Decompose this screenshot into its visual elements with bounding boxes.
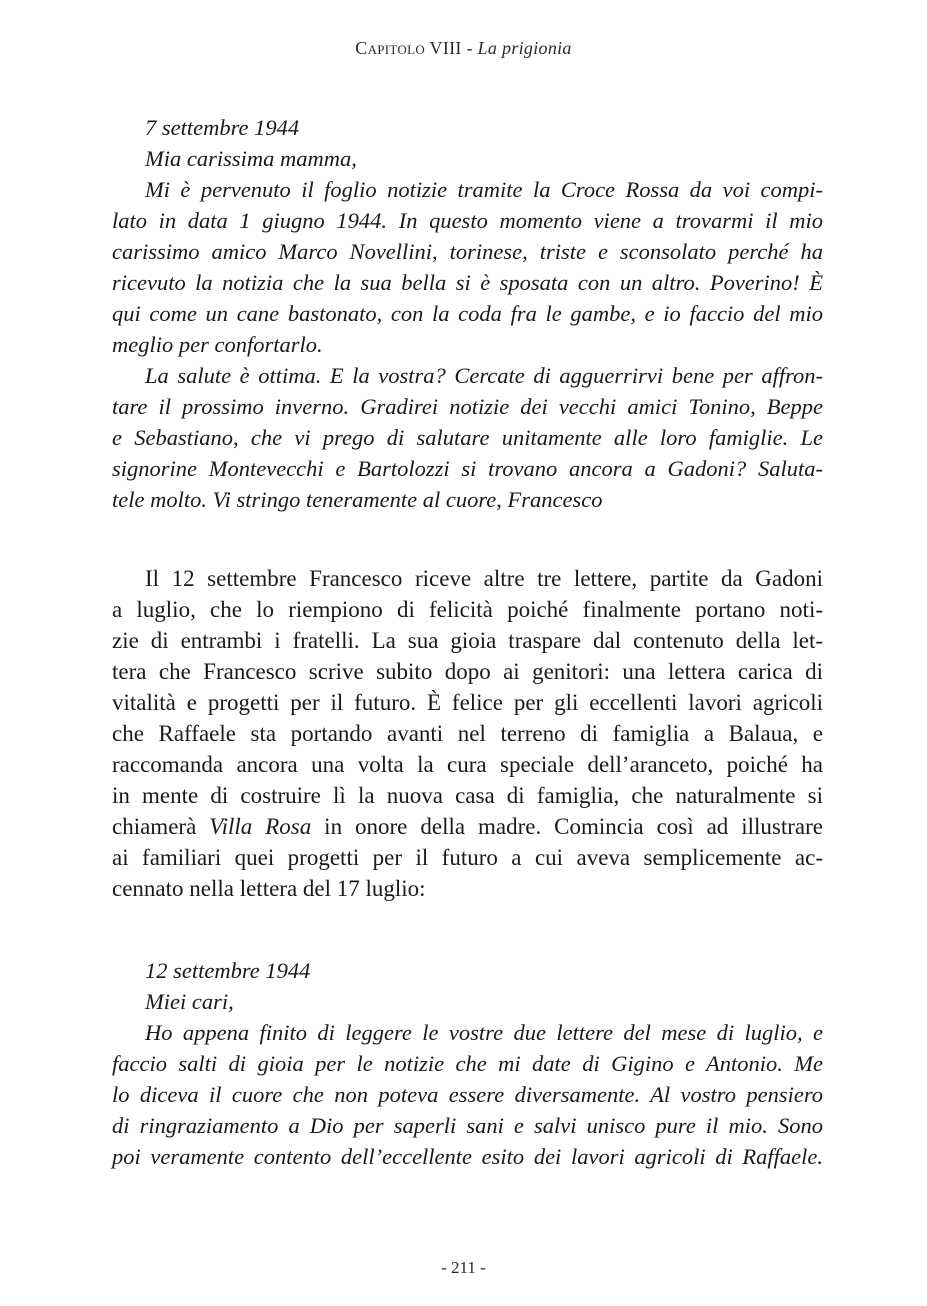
letter-line: di ringraziamento a Dio per saperli sani e salvi unisco pure il mio. Sono: [112, 1113, 823, 1138]
letter-september-7: [112, 112, 823, 515]
letter-line: Mi è pervenuto il foglio notizie tramite la Croce Rossa da voi compi-: [145, 177, 823, 202]
paragraph-line: a luglio, che lo riempiono di felicità poiché finalmente portano noti-: [112, 597, 823, 622]
paragraph-text: in onore della madre. Comincia così ad illustrare: [311, 814, 823, 839]
letter-line: meglio per confortarlo.: [112, 332, 323, 357]
letter-salutation: Miei cari,: [145, 989, 234, 1014]
chapter-title: La prigionia: [477, 38, 572, 58]
villa-rosa-emphasis: Villa Rosa: [209, 814, 312, 839]
letter-date: 7 settembre 1944: [145, 115, 300, 140]
paragraph-line: zie di entrambi i fratelli. La sua gioia traspare dal contenuto della let-: [112, 628, 823, 653]
paragraph-line: che Raffaele sta portando avanti nel terreno di famiglia a Balaua, e: [112, 721, 823, 746]
chapter-label: Capitolo VIII: [355, 38, 462, 58]
letter-line: ricevuto la notizia che la sua bella si è sposata con un altro. Poverino! È: [112, 270, 823, 295]
letter-september-12: [112, 955, 823, 1172]
letter-line: lo diceva il cuore che non poteva essere diversamente. Al vostro pensiero: [112, 1082, 823, 1107]
letter-closing: tele molto. Vi stringo teneramente al cuore, Francesco: [112, 487, 603, 512]
page-number: - 211 -: [441, 1258, 486, 1277]
paragraph-line: in mente di costruire lì la nuova casa di famiglia, che naturalmente si: [112, 783, 823, 808]
paragraph-line: raccomanda ancora una volta la cura speciale dell’aranceto, poiché ha: [112, 752, 823, 777]
letter-line: signorine Montevecchi e Bartolozzi si trovano ancora a Gadoni? Saluta-: [112, 456, 823, 481]
running-head: [0, 38, 927, 59]
letter-line: e Sebastiano, che vi prego di salutare unitamente alle loro famiglie. Le: [112, 425, 823, 450]
paragraph-line: Il 12 settembre Francesco riceve altre tre lettere, partite da Gadoni: [145, 566, 823, 591]
paragraph-line: vitalità e progetti per il futuro. È felice per gli eccellenti lavori agricoli: [112, 690, 823, 715]
letter-line: carissimo amico Marco Novellini, torinese, triste e sconsolato perché ha: [112, 239, 823, 264]
paragraph-line: tera che Francesco scrive subito dopo ai genitori: una lettera carica di: [112, 659, 823, 684]
letter-line: poi veramente contento dell’eccellente esito dei lavori agricoli di Raffaele.: [112, 1144, 823, 1169]
letter-line: Ho appena finito di leggere le vostre due lettere del mese di luglio, e: [145, 1020, 823, 1045]
paragraph-line: ai familiari quei progetti per il futuro a cui aveva semplicemente ac-: [112, 845, 823, 870]
letter-line: qui come un cane bastonato, con la coda fra le gambe, e io faccio del mio: [112, 301, 823, 326]
letter-salutation: Mia carissima mamma,: [145, 146, 357, 171]
letter-line: lato in data 1 giugno 1944. In questo momento viene a trovarmi il mio: [112, 208, 823, 233]
narrative-paragraph: [112, 563, 823, 904]
running-head-separator: -: [461, 38, 478, 58]
paragraph-text: chiamerà: [112, 814, 210, 839]
paragraph-line: [112, 811, 823, 842]
paragraph-line: cennato nella lettera del 17 luglio:: [112, 876, 426, 901]
letter-line: tare il prossimo inverno. Gradirei notizie dei vecchi amici Tonino, Beppe: [112, 394, 823, 419]
letter-line: faccio salti di gioia per le notizie che mi date di Gigino e Antonio. Me: [112, 1051, 823, 1076]
letter-date: 12 settembre 1944: [145, 958, 311, 983]
letter-line: La salute è ottima. E la vostra? Cercate di agguerrirvi bene per affron-: [145, 363, 823, 388]
